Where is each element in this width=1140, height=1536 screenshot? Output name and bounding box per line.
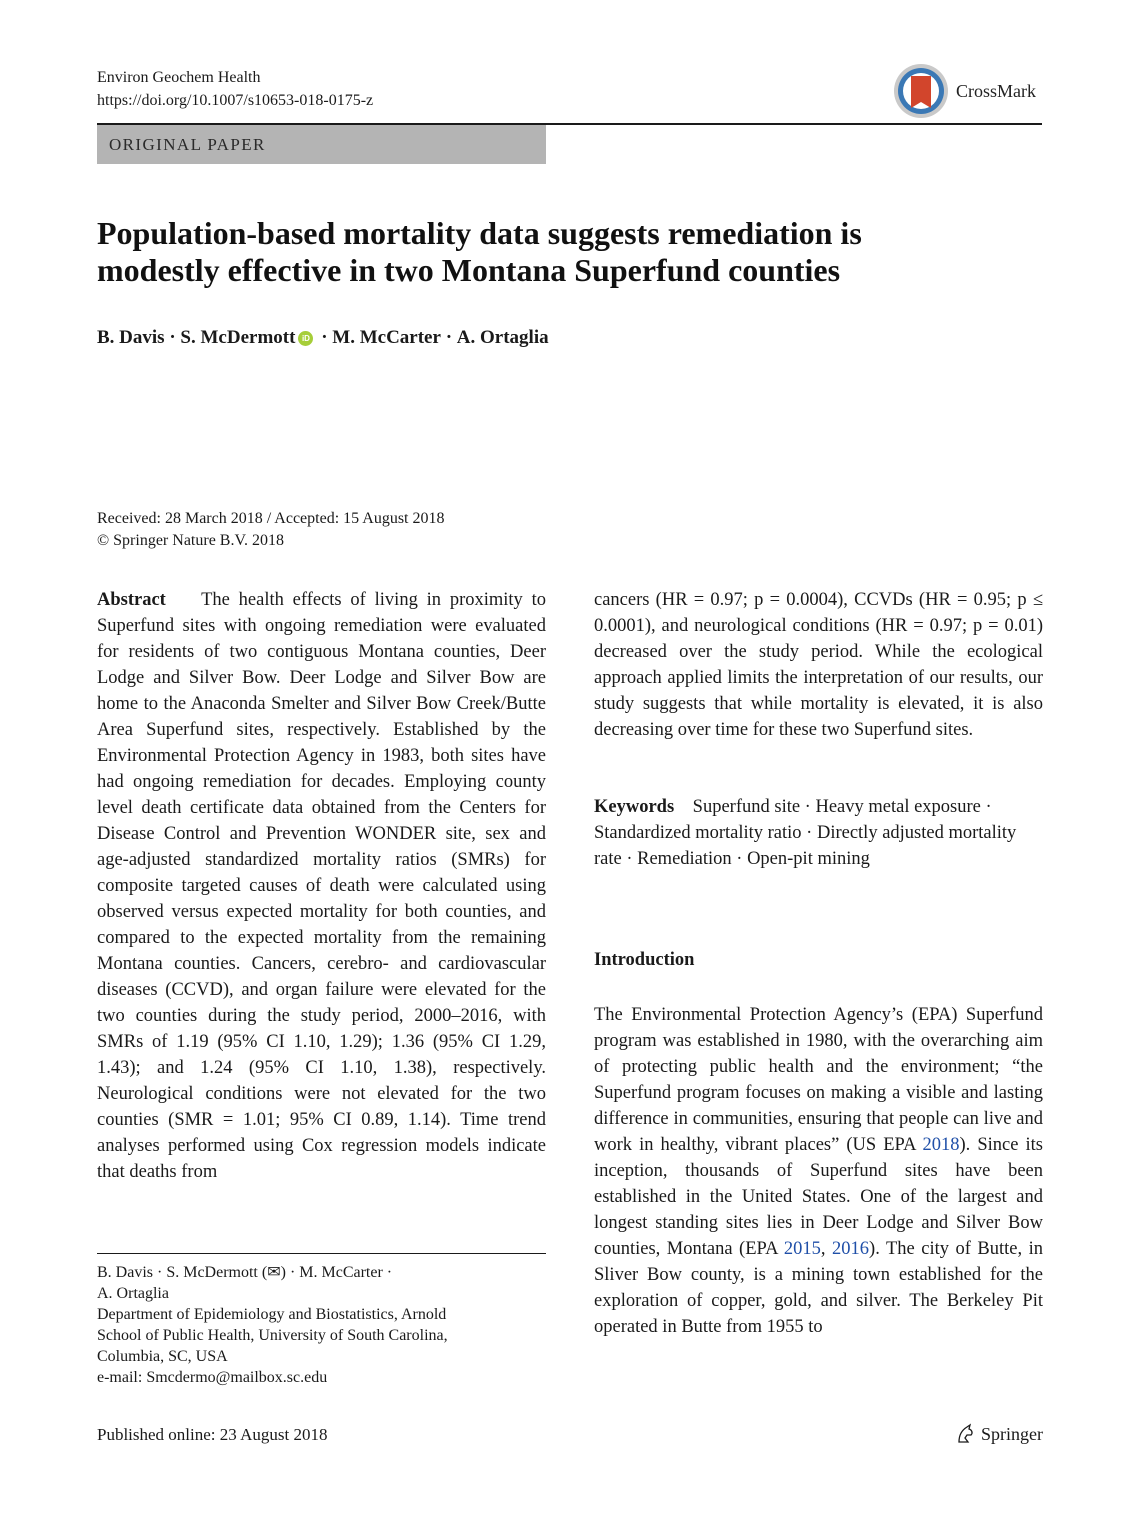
abstract-text: The health effects of living in proximity to Superfund sites with ongoing remediation were evaluated for residents of two contiguous Montana counties, Deer Lodge and Silver Bow. Deer Lodge and Silver Bow are home to the Anaconda Smelter and Silver Bow Creek/Butte Area Superfund sites, respectively. Established by the Environmental Protection Agency in 1983, both sites have had ongoing remediation for decades. Employing county level death certificate data obtained from the Centers for Disease Control and Prevention WONDER site, sex and age-adjusted standardized mortality ratios (SMRs) for composite targeted causes of death were calculated using observed versus expected mortality for both counties, and compared to the expected mortality from the remaining Montana counties. Cancers, cerebro- and cardiovascular diseases (CCVD), and organ failure were elevated for the two counties during the study period, 2000–2016, with SMRs of 1.19 (95% CI 1.10, 1.29); 1.36 (95% CI 1.29, 1.43); and 1.24 (95% CI 1.10, 1.38), respectively. Neurological conditions were not elevated for the two counties (SMR = 1.01; 95% CI 0.89, 1.14). Time trend analyses performed using Cox regression models indicate that deaths from (97, 590, 546, 1182)
author-affiliation (97, 1262, 546, 1388)
author-davis[interactable]: B. Davis (97, 327, 165, 348)
section-banner: ORIGINAL PAPER (97, 125, 546, 164)
publisher-name: Springer (981, 1423, 1043, 1444)
affiliation-line: School of Public Health, University of South Carolina, (97, 1327, 448, 1344)
copyright: © Springer Nature B.V. 2018 (97, 532, 284, 549)
intro-text: ). Since its inception, thousands of Superfund sites have been established in the United States. One of the largest and longest standing sites lies in Deer Lodge and Silver Bow counties, Montana (EPA (594, 1135, 1043, 1259)
article-dates (97, 508, 444, 552)
abstract-label: Abstract (97, 590, 166, 610)
author-separator: · (440, 327, 457, 348)
abstract (97, 587, 546, 1185)
footnote-authors: A. Ortaglia (97, 1285, 169, 1302)
crossmark-icon (892, 62, 950, 120)
abstract-continued (594, 587, 1043, 743)
contact-email[interactable]: e-mail: Smcdermo@mailbox.sc.edu (97, 1369, 328, 1386)
orcid-icon[interactable]: iD (298, 331, 313, 346)
citation-link[interactable]: 2016 (832, 1239, 870, 1259)
doi-link[interactable]: https://doi.org/10.1007/s10653-018-0175-z (97, 92, 374, 109)
keywords-text: Superfund site · Heavy metal exposure · Standardized mortality ratio · Directly adjusted mortality rate · Remediation · Open-pit mining (594, 797, 1017, 869)
springer-horse-icon (955, 1423, 977, 1445)
footnote-authors: B. Davis · S. McDermott (✉) · M. McCarter · (97, 1264, 393, 1281)
author-mccarter[interactable]: M. McCarter (332, 327, 441, 348)
author-separator: · (164, 327, 181, 348)
author-list (97, 327, 549, 349)
citation-separator: , (820, 1239, 833, 1259)
crossmark-badge[interactable] (892, 62, 1036, 120)
author-ortaglia[interactable]: A. Ortaglia (456, 327, 549, 348)
intro-text: The Environmental Protection Agency’s (EPA) Superfund program was established in 1980, with the overarching aim of protecting public health and the environment; “the Superfund program focuses on making a visible and lasting difference in communities, ensuring that people can live and work in healthy, vibrant places” (US EPA (594, 1005, 1043, 1155)
introduction-heading: Introduction (594, 950, 695, 970)
introduction-body (594, 1002, 1043, 1340)
affiliation-line: Columbia, SC, USA (97, 1348, 228, 1365)
affiliation-line: Department of Epidemiology and Biostatistics, Arnold (97, 1306, 447, 1323)
intro-text: ). The city of Butte, in Sliver Bow county, is a mining town established for the exploration of copper, gold, and silver. The Berkeley Pit operated in Butte from 1955 to (594, 1239, 1043, 1337)
received-accepted: Received: 28 March 2018 / Accepted: 15 August 2018 (97, 510, 445, 527)
abstract-text-continued: cancers (HR = 0.97; p = 0.0004), CCVDs (HR = 0.95; p ≤ 0.0001), and neurological conditions (HR = 0.97; p = 0.01) decreased over the study period. While the ecological approach applied limits the interpretation of our results, our study suggests that while mortality is elevated, it is also decreasing over time for these two Superfund sites. (594, 590, 1043, 740)
citation-link[interactable]: 2015 (783, 1239, 821, 1259)
publisher-logo[interactable] (955, 1423, 1043, 1445)
paper-title: Population-based mortality data suggests remediation is modestly effective in two Montana Superfund counties (97, 215, 862, 288)
footnote-rule (97, 1253, 546, 1254)
author-separator: · (316, 327, 333, 348)
keywords (594, 794, 1043, 872)
crossmark-label: CrossMark (956, 80, 1036, 101)
journal-name: Environ Geochem Health (97, 69, 261, 86)
published-online: Published online: 23 August 2018 (97, 1425, 328, 1444)
author-mcdermott[interactable]: S. McDermott (180, 327, 296, 348)
citation-link[interactable]: 2018 (922, 1135, 960, 1155)
keywords-label: Keywords (594, 797, 675, 817)
